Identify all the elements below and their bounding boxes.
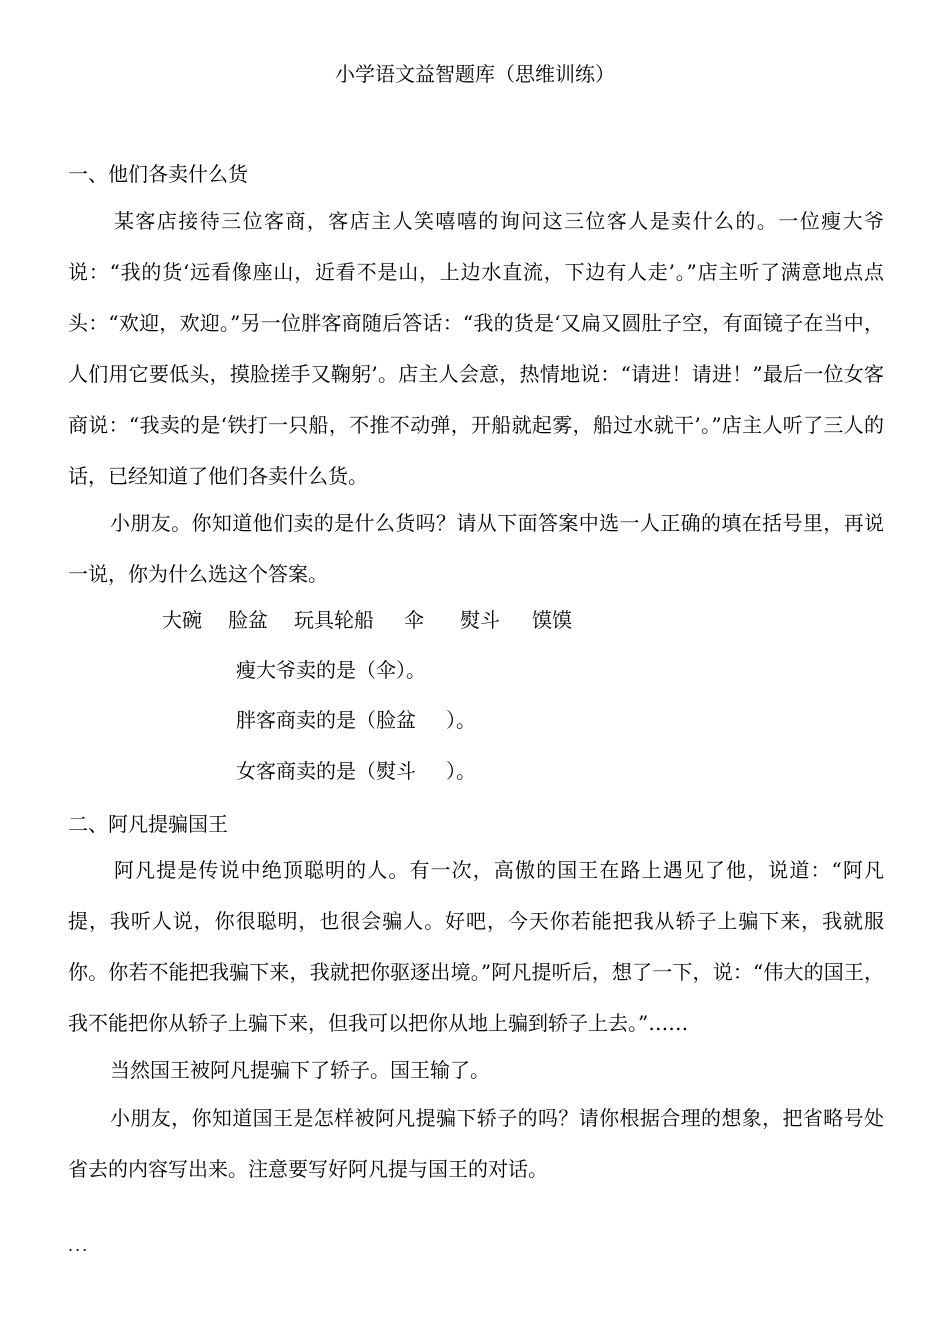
section-1-paragraph-1: 某客店接待三位客商，客店主人笑嘻嘻的询问这三位客人是卖什么的。一位瘦大爷说：“我的货‘远看像座山，近看不是山，上边水直流，下边有人走’。”店主听了满意地点点头：“欢迎，欢迎。”另一位胖客商随后答话：“我的货是‘又扁又圆肚子空，有面镜子在当中，人们用它要低头，摸脸搓手又鞠躬’。店主人会意，热情地说：“请进！请进！”最后一位女客商说：“我卖的是‘铁打一只船，不推不动弹，开船就起雾，船过水就干’。”店主人听了三人的话，已经知道了他们各卖什么货。	[68, 209, 884, 488]
answer-suffix: ）。	[446, 708, 476, 732]
option-item: 脸盆	[228, 608, 268, 632]
option-item: 伞	[404, 608, 424, 632]
option-item: 玩具轮船	[294, 608, 374, 632]
answer-prefix: 胖客商卖的是（	[236, 708, 376, 732]
section-1-heading: 一、他们各卖什么货	[68, 162, 248, 186]
answer-prefix: 女客商卖的是（	[236, 759, 376, 783]
answer-options	[162, 606, 572, 634]
page-title: 小学语文益智题库（思维训练）	[335, 62, 615, 86]
answer-line-1	[236, 656, 426, 684]
section-2-paragraph-3: 小朋友，你知道国王是怎样被阿凡提骗下轿子的吗？请你根据合理的想象，把省略号处省去的内容写出来。注意要写好阿凡提与国王的对话。	[68, 1106, 884, 1181]
option-item: 馍馍	[532, 608, 572, 632]
answer-line-3	[236, 757, 476, 785]
answer-line-2	[236, 706, 476, 734]
answer-prefix: 瘦大爷卖的是（	[236, 658, 376, 682]
answer-suffix: ）。	[396, 658, 426, 682]
answer-value: 伞	[376, 658, 396, 682]
option-item: 大碗	[162, 608, 202, 632]
answer-value: 熨斗	[376, 759, 416, 783]
answer-value: 脸盆	[376, 708, 416, 732]
section-2-heading: 二、阿凡提骗国王	[68, 812, 228, 836]
footer-ellipsis: ...	[68, 1236, 90, 1255]
section-1-paragraph-2: 小朋友。你知道他们卖的是什么货吗？请从下面答案中选一人正确的填在括号里，再说一说，你为什么选这个答案。	[68, 511, 884, 586]
answer-suffix: ）。	[446, 759, 476, 783]
option-item: 熨斗	[460, 608, 500, 632]
section-2-paragraph-2: 当然国王被阿凡提骗下了轿子。国王输了。	[110, 1058, 490, 1082]
section-2-paragraph-1: 阿凡提是传说中绝顶聪明的人。有一次，高傲的国王在路上遇见了他，说道：“阿凡提，我听人说，你很聪明，也很会骗人。好吧，今天你若能把我从轿子上骗下来，我就服你。你若不能把我骗下来，我就把你驱逐出境。”阿凡提听后，想了一下，说：“伟大的国王，我不能把你从轿子上骗下来，但我可以把你从地上骗到轿子上去。”……	[68, 858, 884, 1035]
